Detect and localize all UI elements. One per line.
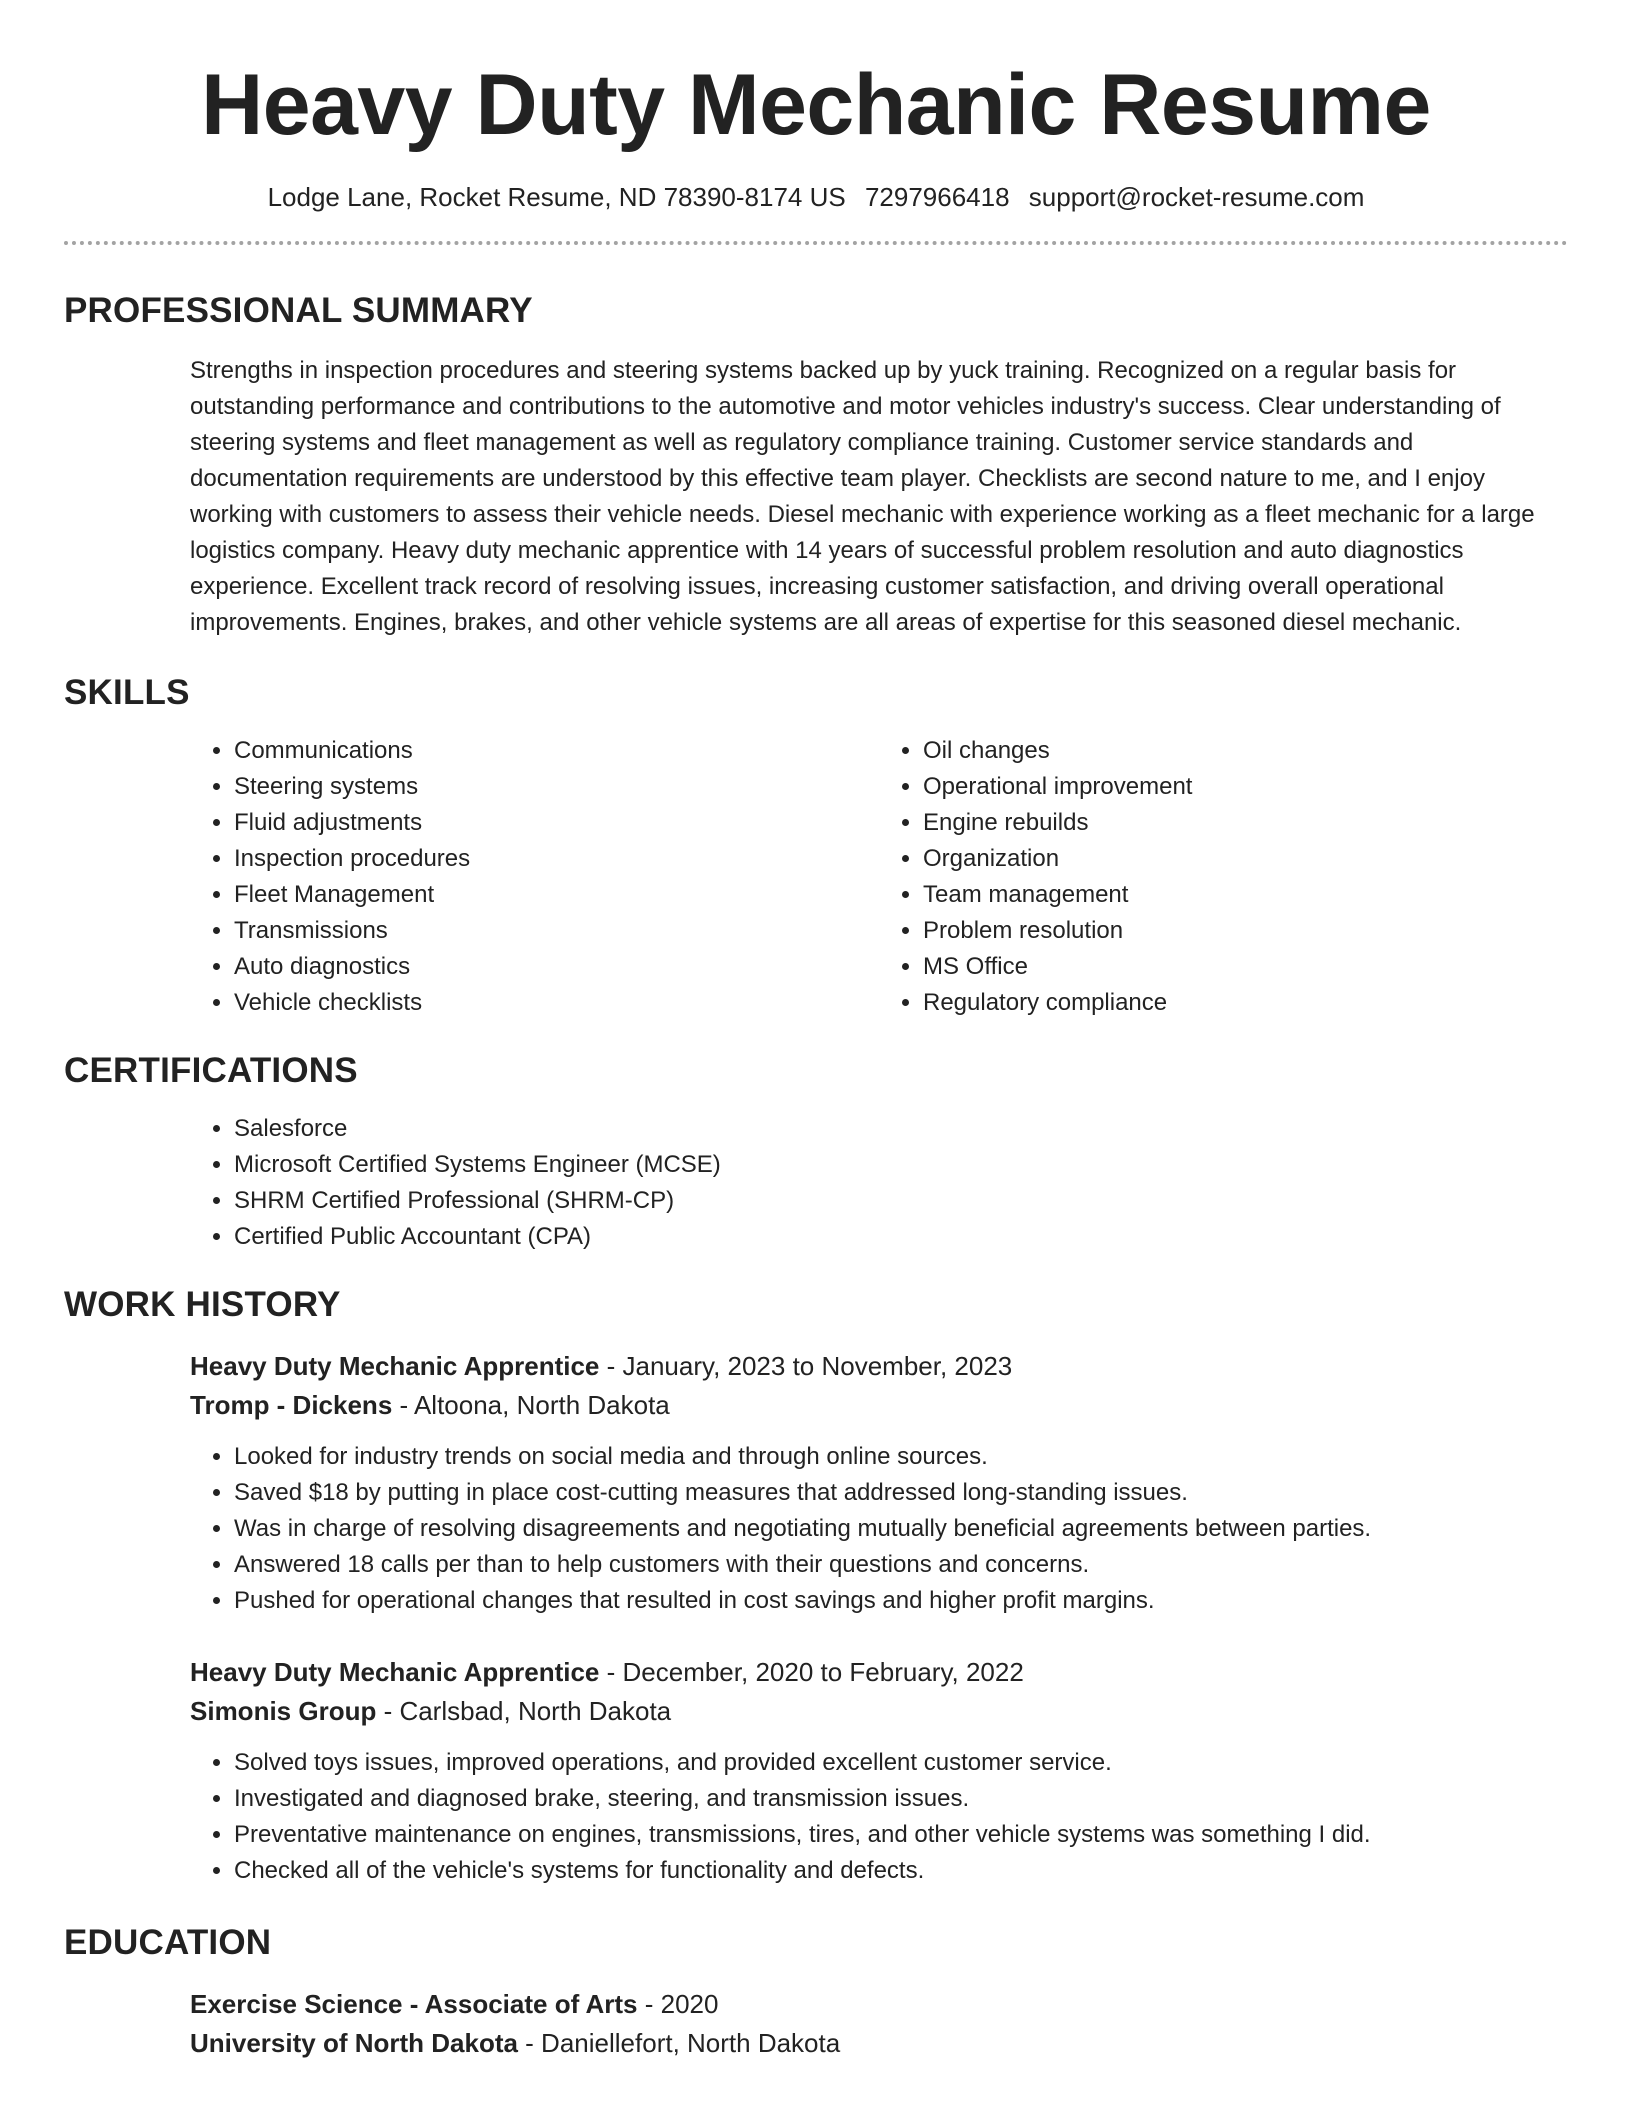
skill-item: • Fleet Management	[234, 877, 879, 913]
skill-item: • Transmissions	[234, 913, 879, 949]
certification-item: • SHRM Certified Professional (SHRM-CP)	[234, 1183, 1568, 1219]
job-title: Heavy Duty Mechanic Apprentice	[190, 1657, 600, 1687]
job-entry	[190, 1653, 1568, 1889]
skill-item: • Team management	[923, 877, 1568, 913]
job-title: Heavy Duty Mechanic Apprentice	[190, 1351, 600, 1381]
skill-item: • Steering systems	[234, 769, 879, 805]
job-duty: • Checked all of the vehicle's systems for functionality and defects.	[234, 1853, 1568, 1889]
summary-section	[190, 353, 1568, 641]
skills-list-right	[879, 733, 1568, 1021]
skills-section	[190, 733, 1568, 1021]
certification-item: • Salesforce	[234, 1111, 1568, 1147]
summary-heading: PROFESSIONAL SUMMARY	[64, 291, 533, 330]
job-duty: • Preventative maintenance on engines, transmissions, tires, and other vehicle systems was something I did.	[234, 1817, 1568, 1853]
job-duty: • Looked for industry trends on social media and through online sources.	[234, 1439, 1568, 1475]
job-title-line	[190, 1653, 1568, 1692]
job-company-line	[190, 1692, 1568, 1731]
work-history-section	[190, 1347, 1568, 1889]
job-duty: • Was in charge of resolving disagreements and negotiating mutually beneficial agreements between parties.	[234, 1511, 1568, 1547]
skill-item: • Inspection procedures	[234, 841, 879, 877]
education-degree-line	[190, 1985, 1568, 2024]
work-history-heading: WORK HISTORY	[64, 1285, 341, 1324]
skill-item: • Communications	[234, 733, 879, 769]
job-entry	[190, 1347, 1568, 1619]
education-school-line	[190, 2024, 1568, 2063]
job-title-line	[190, 1347, 1568, 1386]
job-company-line	[190, 1386, 1568, 1425]
education-school: University of North Dakota	[190, 2028, 518, 2058]
job-company: Simonis Group	[190, 1696, 377, 1726]
job-duties	[190, 1745, 1568, 1889]
skill-item: • Oil changes	[923, 733, 1568, 769]
job-duty: • Investigated and diagnosed brake, steering, and transmission issues.	[234, 1781, 1568, 1817]
job-location: - Carlsbad, North Dakota	[376, 1696, 672, 1726]
skill-item: • Vehicle checklists	[234, 985, 879, 1021]
skill-item: • Problem resolution	[923, 913, 1568, 949]
skill-item: • Fluid adjustments	[234, 805, 879, 841]
education-degree: Exercise Science - Associate of Arts	[190, 1989, 638, 2019]
job-duties	[190, 1439, 1568, 1619]
education-year: - 2020	[637, 1989, 719, 2019]
certifications-heading: CERTIFICATIONS	[64, 1051, 358, 1090]
job-dates: - January, 2023 to November, 2023	[599, 1351, 1013, 1381]
job-dates: - December, 2020 to February, 2022	[599, 1657, 1024, 1687]
certification-item: • Microsoft Certified Systems Engineer (MCSE)	[234, 1147, 1568, 1183]
certifications-list	[190, 1111, 1568, 1255]
contact-line	[64, 182, 1568, 213]
skills-list-left	[190, 733, 879, 1021]
job-duty: • Answered 18 calls per than to help customers with their questions and concerns.	[234, 1547, 1568, 1583]
education-section	[190, 1985, 1568, 2063]
education-location: - Daniellefort, North Dakota	[517, 2028, 841, 2058]
contact-email: support@rocket-resume.com	[1028, 182, 1365, 212]
skill-item: • MS Office	[923, 949, 1568, 985]
skill-item: • Engine rebuilds	[923, 805, 1568, 841]
contact-phone: 7297966418	[864, 182, 1010, 212]
header-divider	[64, 241, 1568, 245]
contact-address: Lodge Lane, Rocket Resume, ND 78390-8174 US	[267, 182, 846, 212]
skills-heading: SKILLS	[64, 673, 190, 712]
skill-item: • Organization	[923, 841, 1568, 877]
job-location: - Altoona, North Dakota	[392, 1390, 670, 1420]
job-duty: • Solved toys issues, improved operations, and provided excellent customer service.	[234, 1745, 1568, 1781]
job-duty: • Pushed for operational changes that resulted in cost savings and higher profit margins.	[234, 1583, 1568, 1619]
resume-title: Heavy Duty Mechanic Resume	[201, 57, 1431, 153]
job-duty: • Saved $18 by putting in place cost-cutting measures that addressed long-standing issues.	[234, 1475, 1568, 1511]
certification-item: • Certified Public Accountant (CPA)	[234, 1219, 1568, 1255]
certifications-section	[190, 1111, 1568, 1255]
skill-item: • Operational improvement	[923, 769, 1568, 805]
skill-item: • Auto diagnostics	[234, 949, 879, 985]
education-heading: EDUCATION	[64, 1923, 272, 1962]
skill-item: • Regulatory compliance	[923, 985, 1568, 1021]
job-company: Tromp - Dickens	[190, 1390, 393, 1420]
summary-text: Strengths in inspection procedures and steering systems backed up by yuck training. Recognized on a regular basis for outstanding performance and contributions to the automotive and motor vehicles industry's success. Clear understanding of steering systems and fleet management as well as regulatory compliance training. Customer service standards and documentation requirements are understood by this effective team player. Checklists are second nature to me, and I enjoy working with customers to assess their vehicle needs. Diesel mechanic with experience working as a fleet mechanic for a large logistics company. Heavy duty mechanic apprentice with 14 years of successful problem resolution and auto diagnostics experience. Excellent track record of resolving issues, increasing customer satisfaction, and driving overall operational improvements. Engines, brakes, and other vehicle systems are all areas of expertise for this seasoned diesel mechanic.	[190, 357, 1535, 636]
